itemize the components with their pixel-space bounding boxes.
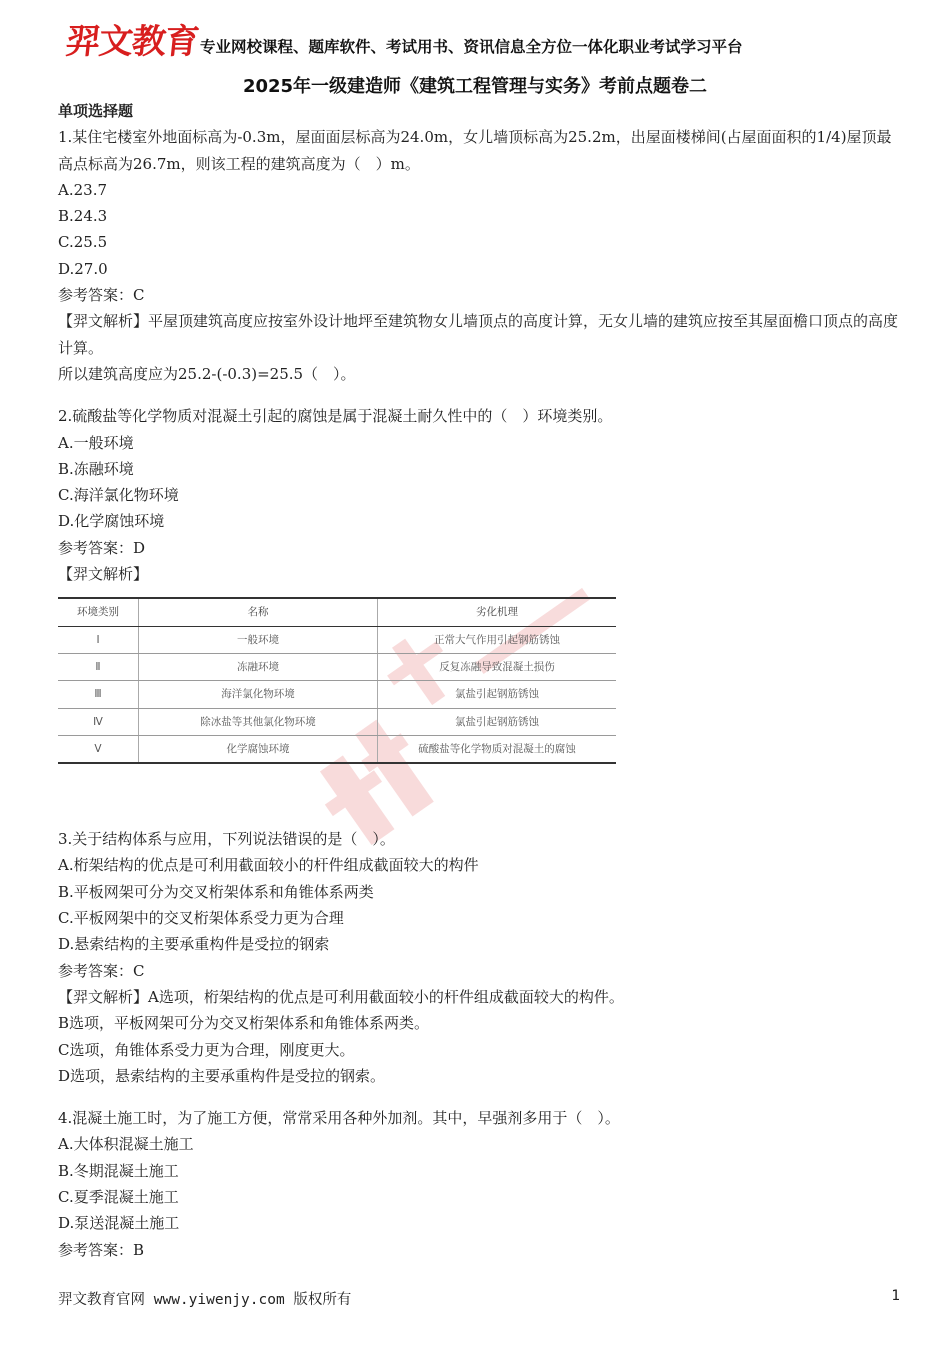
q4-option-c: C.夏季混凝土施工 [58,1187,179,1206]
table-cell: 硫酸盐等化学物质对混凝土的腐蚀 [378,735,617,763]
q4-option-a: A.大体积混凝土施工 [58,1135,194,1154]
q2-option-d: D.化学腐蚀环境 [58,512,165,531]
table-cell: Ⅴ [58,735,139,763]
table-cell: 海洋氯化物环境 [139,681,378,708]
q2-option-c: C.海洋氯化物环境 [58,486,179,505]
table-row [58,735,616,763]
table-cell: 反复冻融导致混凝土损伤 [378,653,617,680]
table-header: 名称 [139,598,378,626]
table-cell: Ⅳ [58,708,139,735]
table-cell: Ⅱ [58,653,139,680]
q3-analysis-a: 【羿文解析】A选项，桁架结构的优点是可利用截面较小的杆件组成截面较大的构件。 [58,987,624,1006]
table-row [58,653,616,680]
table-cell: Ⅲ [58,681,139,708]
table-cell: 除冰盐等其他氯化物环境 [139,708,378,735]
table-cell: 氯盐引起钢筋锈蚀 [378,681,617,708]
q4-option-d: D.泵送混凝土施工 [58,1214,180,1233]
question-4-stem: 4.混凝土施工时，为了施工方便，常常采用各种外加剂。其中，早强剂多用于（ ）。 [58,1109,620,1128]
page-number: 1 [891,1288,900,1304]
q2-answer: 参考答案：D [58,538,146,557]
table-cell: 正常大气作用引起钢筋锈蚀 [378,626,617,653]
header-slogan: 专业网校课程、题库软件、考试用书、资讯信息全方位一体化职业考试学习平台 [200,38,743,56]
table-cell: 氯盐引起钢筋锈蚀 [378,708,617,735]
q3-option-c: C.平板网架中的交叉桁架体系受力更为合理 [58,909,344,928]
environment-category-table [58,597,616,764]
table-cell: Ⅰ [58,626,139,653]
q4-answer: 参考答案：B [58,1240,145,1259]
document-body [58,98,898,1263]
page-footer [58,1288,900,1309]
q2-option-b: B.冻融环境 [58,459,134,478]
q3-analysis-c: C选项，角锥体系受力更为合理，刚度更大。 [58,1040,355,1059]
footer-copyright: 羿文教育官网 www.yiwenjy.com 版权所有 [58,1292,352,1308]
table-cell: 冻融环境 [139,653,378,680]
section-heading: 单项选择题 [58,102,134,120]
question-3-stem: 3.关于结构体系与应用，下列说法错误的是（ ）。 [58,830,395,849]
q4-option-b: B.冬期混凝土施工 [58,1161,179,1180]
question-1-stem: 1.某住宅楼室外地面标高为-0.3m，屋面面层标高为24.0m，女儿墙顶标高为25.2m，出屋面楼梯间(占屋面面积的1/4)屋顶最高点标高为26.7m，则该工程的建筑高度为（ ）m。 [58,128,892,173]
q3-analysis-b: B选项，平板网架可分为交叉桁架体系和角锥体系两类。 [58,1014,430,1033]
q3-option-a: A.桁架结构的优点是可利用截面较小的杆件组成截面较大的构件 [58,856,479,875]
q3-analysis-d: D选项，悬索结构的主要承重构件是受拉的钢索。 [58,1066,386,1085]
q3-option-d: D.悬索结构的主要承重构件是受拉的钢索 [58,935,330,954]
q1-option-c: C.25.5 [58,233,108,252]
table-header: 劣化机理 [378,598,617,626]
q1-analysis: 【羿文解析】平屋顶建筑高度应按室外设计地坪至建筑物女儿墙顶点的高度计算，无女儿墙的建筑应按至其屋面檐口顶点的高度计算。 [58,312,899,357]
q2-option-a: A.一般环境 [58,433,134,452]
table-row [58,708,616,735]
page-header [63,20,743,62]
q1-answer: 参考答案：C [58,286,145,305]
q1-option-d: D.27.0 [58,259,108,278]
table-cell: 化学腐蚀环境 [139,735,378,763]
table-header: 环境类别 [58,598,139,626]
brand-logo: 羿文教育 [63,22,201,62]
q3-option-b: B.平板网架可分为交叉桁架体系和角锥体系两类 [58,882,374,901]
table-cell: 一般环境 [139,626,378,653]
question-2-stem: 2.硫酸盐等化学物质对混凝土引起的腐蚀是属于混凝土耐久性中的（ ）环境类别。 [58,407,613,426]
q3-answer: 参考答案：C [58,961,145,980]
table-row [58,681,616,708]
q1-option-a: A.23.7 [58,180,107,199]
q1-option-b: B.24.3 [58,207,108,226]
q2-analysis-label: 【羿文解析】 [58,565,149,584]
table-header-row [58,598,616,626]
table-row [58,626,616,653]
q1-analysis-calc: 所以建筑高度应为25.2-(-0.3)=25.5（ ）。 [58,364,356,383]
document-title: 2025年一级建造师《建筑工程管理与实务》考前点题卷二 [242,76,708,97]
